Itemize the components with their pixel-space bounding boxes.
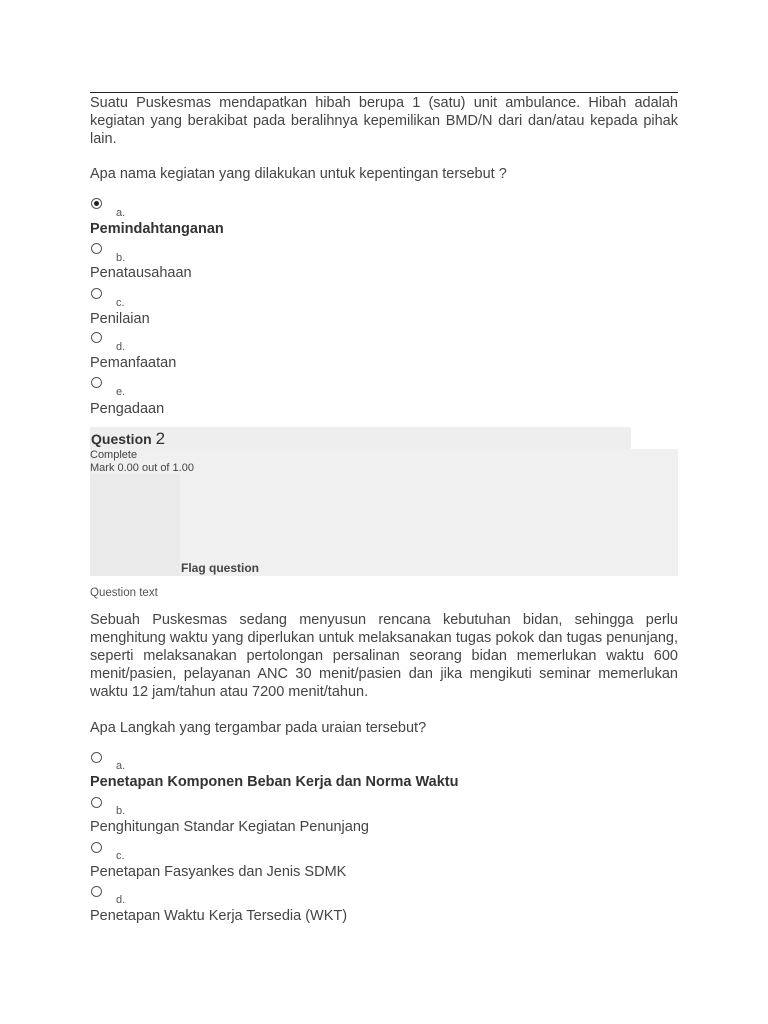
question-number: 2 <box>155 429 166 448</box>
q2-option-c-radio[interactable] <box>91 842 102 853</box>
q1-option-e-label[interactable]: Pengadaan <box>90 401 165 417</box>
question-mark: Mark 0.00 out of 1.00 <box>90 462 194 474</box>
q1-option-a-radio[interactable] <box>91 198 102 209</box>
q1-option-b-label[interactable]: Penatausahaan <box>90 265 192 281</box>
q2-prompt: Apa Langkah yang tergambar pada uraian tersebut? <box>90 720 427 736</box>
q1-question-text: Suatu Puskesmas mendapatkan hibah berupa 1 (satu) unit ambulance. Hibah adalah kegiatan yang berakibat pada beralihnya kepemilikan BMD/N dari dan/atau kepada pihak lain. <box>90 95 678 147</box>
q1-option-e-letter: e. <box>116 386 126 398</box>
q1-option-c-letter: c. <box>116 297 125 309</box>
flag-question-button[interactable]: Flag question <box>181 561 259 575</box>
q2-option-c-letter: c. <box>116 850 125 862</box>
question-heading <box>91 430 165 448</box>
question-info-header <box>90 427 631 449</box>
q1-option-d-letter: d. <box>116 341 126 353</box>
q2-option-b-label[interactable]: Penghitungan Standar Kegiatan Penunjang <box>90 819 369 835</box>
q2-option-a-label[interactable]: Penetapan Komponen Beban Kerja dan Norma Waktu <box>90 774 459 790</box>
q1-option-d-radio[interactable] <box>91 332 102 343</box>
q2-option-c-label[interactable]: Penetapan Fasyankes dan Jenis SDMK <box>90 864 347 880</box>
q1-option-c-radio[interactable] <box>91 288 102 299</box>
q1-option-c-label[interactable]: Penilaian <box>90 311 150 327</box>
top-divider <box>90 92 678 93</box>
q1-prompt: Apa nama kegiatan yang dilakukan untuk kepentingan tersebut ? <box>90 166 507 182</box>
q1-option-b-radio[interactable] <box>91 243 102 254</box>
q2-option-a-radio[interactable] <box>91 752 102 763</box>
question-status: Complete <box>90 449 138 461</box>
q1-option-a-letter: a. <box>116 207 126 219</box>
q1-option-d-label[interactable]: Pemanfaatan <box>90 355 177 371</box>
q2-question-text: Sebuah Puskesmas sedang menyusun rencana kebutuhan bidan, sehingga perlu menghitung waktu yang diperlukan untuk melaksanakan tugas pokok dan tugas penunjang, seperti melaksanakan pertolongan persalinan seorang bidan memerlukan waktu 600 menit/pasien, pelayanan ANC 30 menit/pasien dan jika mengikuti seminar memerlukan waktu 12 jam/tahun atau 7200 menit/tahun. <box>90 612 678 700</box>
q1-option-b-letter: b. <box>116 252 126 264</box>
q2-option-d-label[interactable]: Penetapan Waktu Kerja Tersedia (WKT) <box>90 908 348 924</box>
question-info-sidebar <box>90 474 180 576</box>
q2-option-b-letter: b. <box>116 805 126 817</box>
q1-option-a-label[interactable]: Pemindahtanganan <box>90 221 224 237</box>
question-label: Question <box>91 431 152 447</box>
q1-option-e-radio[interactable] <box>91 377 102 388</box>
q2-option-b-radio[interactable] <box>91 797 102 808</box>
q2-option-d-radio[interactable] <box>91 886 102 897</box>
q2-option-d-letter: d. <box>116 894 126 906</box>
q2-option-a-letter: a. <box>116 760 126 772</box>
question-text-label: Question text <box>90 587 158 599</box>
